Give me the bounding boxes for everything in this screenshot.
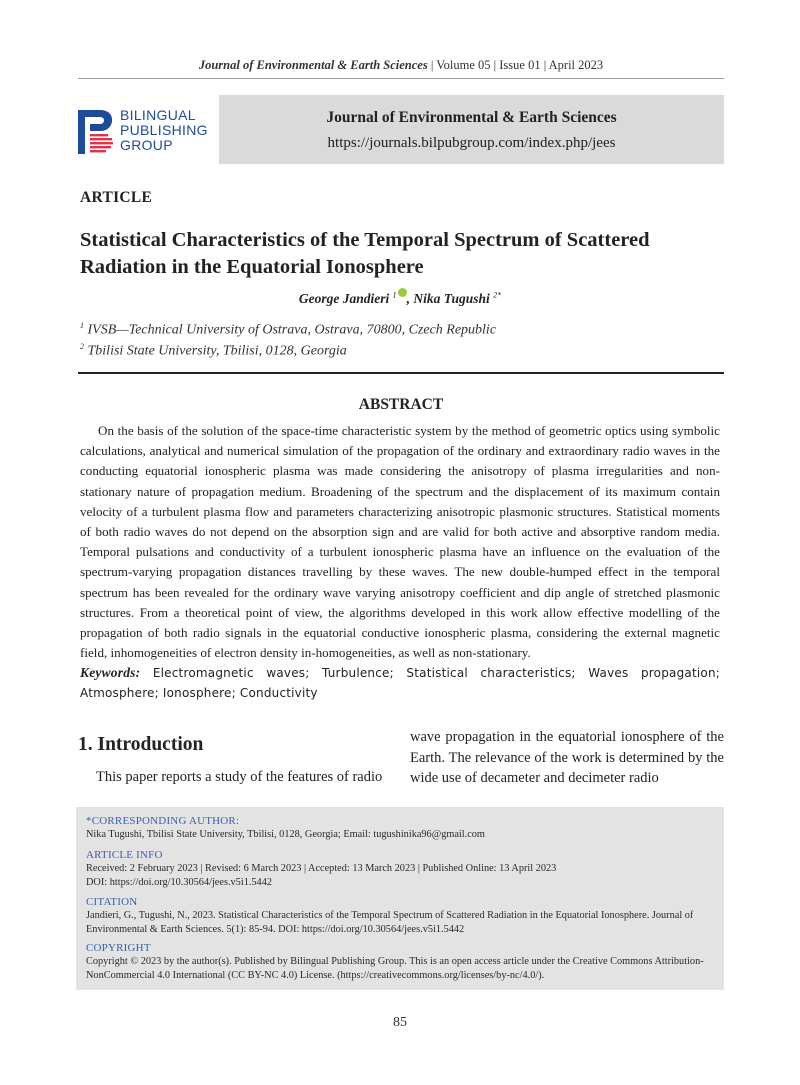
keywords-label: Keywords: bbox=[80, 665, 141, 680]
author-name[interactable]: George Jandieri bbox=[298, 291, 390, 306]
intro-paragraph-continuation: wave propagation in the equatorial ionosphere of the Earth. The relevance of the work is determined by the wide use of decameter and decimeter radio bbox=[410, 729, 724, 786]
logo-line-1: BILINGUAL bbox=[120, 107, 196, 123]
title-divider bbox=[78, 372, 724, 374]
citation-label: CITATION bbox=[86, 896, 138, 908]
affiliation bbox=[80, 342, 347, 360]
abstract-body bbox=[80, 421, 720, 663]
paper-title-line-2: Radiation in the Equatorial Ionosphere bbox=[80, 256, 424, 278]
author-affiliation-marker: 1 bbox=[392, 290, 397, 300]
running-header bbox=[78, 58, 724, 73]
citation-section bbox=[86, 895, 718, 937]
copyright-label: COPYRIGHT bbox=[86, 942, 151, 954]
abstract-heading: ABSTRACT bbox=[358, 396, 444, 413]
citation-text: Jandieri, G., Tugushi, N., 2023. Statistical Characteristics of the Temporal Spectrum of Scattered Radiation in the Equatorial Ionosphere. Journal of Environmental & Earth Sciences. 5(1): 85-94. DOI: https://doi.org/10.30564/jees.v5i1.5442 bbox=[86, 910, 694, 935]
body-column-left bbox=[80, 767, 392, 787]
page-number: 85 bbox=[393, 1015, 407, 1030]
running-header-journal: Journal of Environmental & Earth Sciences bbox=[198, 58, 428, 72]
journal-info-box bbox=[219, 95, 724, 164]
paper-title-line-1: Statistical Characteristics of the Temporal Spectrum of Scattered bbox=[80, 229, 650, 251]
affiliation-text: IVSB—Technical University of Ostrava, Ostrava, 70800, Czech Republic bbox=[87, 322, 497, 338]
copyright-text: Copyright © 2023 by the author(s). Published by Bilingual Publishing Group. This is an open access article under the Creative Commons Attribution-NonCommercial 4.0 International (CC BY-NC 4.0) License. (https://creativecommons.org/licenses/by-nc/4.0/). bbox=[86, 956, 704, 981]
affiliation-marker: 2 bbox=[80, 342, 84, 351]
corresponding-author-text: Nika Tugushi, Tbilisi State University, Tbilisi, 0128, Georgia; Email: tugushinika96@gmail.com bbox=[86, 829, 485, 840]
article-info-dates: Received: 2 February 2023 | Revised: 6 March 2023 | Accepted: 13 March 2023 | Published Online: 13 April 2023 bbox=[86, 863, 557, 874]
abstract-text: On the basis of the solution of the space-time characteristic system by the method of geometric optics using symbolic calculations, analytical and numerical simulation of the propagation of the ordinary and extraordinary radio waves in the conducting equatorial ionospheric plasma was made considering the anisotropy of plasma irregularities and non-stationary nature of propagation medium. Broadening of the spectrum and the displacement of its maximum contain velocity of a turbulent plasma flow and parameters characterizing anisotropic plasmonic structures. Statistical moments of both radio waves do not depend on the absorption sign and are valid for both active and absorptive random media. Temporal pulsations and conductivity of a turbulent ionospheric plasma have an influence on the evaluation of the spectrum-varying propagation distances travelling by these waves. The new double-humped effect in the temporal spectrum has been revealed for the ordinary wave varying anisotropy coefficient and dip angle of stretched plasmonic structures. From a theoretical point of view, the algorithms developed in this work allow effective modelling of the propagation of both radio signals in the equatorial conductive ionospheric plasma, considering the external magnetic field, inhomogeneities of electron density in-homogeneities, as well as non-stationary. bbox=[80, 423, 720, 661]
section-heading-introduction: 1. Introduction bbox=[78, 734, 204, 755]
author-affiliation-marker: 2* bbox=[493, 290, 502, 300]
journal-url[interactable]: https://journals.bilpubgroup.com/index.php/jees bbox=[327, 135, 616, 151]
logo-line-3: GROUP bbox=[120, 137, 173, 153]
publisher-logo-text bbox=[120, 108, 230, 153]
keywords bbox=[80, 663, 720, 704]
article-type-label: ARTICLE bbox=[80, 189, 153, 206]
header-divider bbox=[78, 78, 724, 79]
article-info-label: ARTICLE INFO bbox=[86, 849, 163, 861]
paper-title bbox=[80, 227, 720, 281]
corresponding-author-section bbox=[86, 814, 718, 842]
copyright-section bbox=[86, 941, 718, 983]
affiliation-marker: 1 bbox=[80, 321, 84, 330]
author-name[interactable]: Nika Tugushi bbox=[413, 291, 490, 306]
intro-paragraph-start: This paper reports a study of the features of radio bbox=[96, 769, 383, 785]
author-list bbox=[80, 288, 720, 307]
article-info-section bbox=[86, 848, 718, 890]
orcid-icon[interactable] bbox=[398, 288, 407, 297]
body-column-right bbox=[410, 727, 724, 789]
affiliation-text: Tbilisi State University, Tbilisi, 0128, Georgia bbox=[87, 343, 347, 359]
publisher-logo-mark-icon bbox=[78, 108, 120, 156]
journal-title: Journal of Environmental & Earth Sciences bbox=[326, 109, 617, 126]
running-header-details: | Volume 05 | Issue 01 | April 2023 bbox=[427, 58, 604, 72]
article-info-doi[interactable]: DOI: https://doi.org/10.30564/jees.v5i1.5442 bbox=[86, 877, 273, 888]
corresponding-author-label: *CORRESPONDING AUTHOR: bbox=[86, 815, 240, 827]
author-separator: , bbox=[406, 291, 414, 306]
keywords-text: Electromagnetic waves; Turbulence; Statistical characteristics; Waves propagation; Atmosphere; Ionosphere; Conductivity bbox=[80, 666, 720, 701]
logo-line-2: PUBLISHING bbox=[120, 122, 208, 138]
affiliation bbox=[80, 321, 496, 339]
